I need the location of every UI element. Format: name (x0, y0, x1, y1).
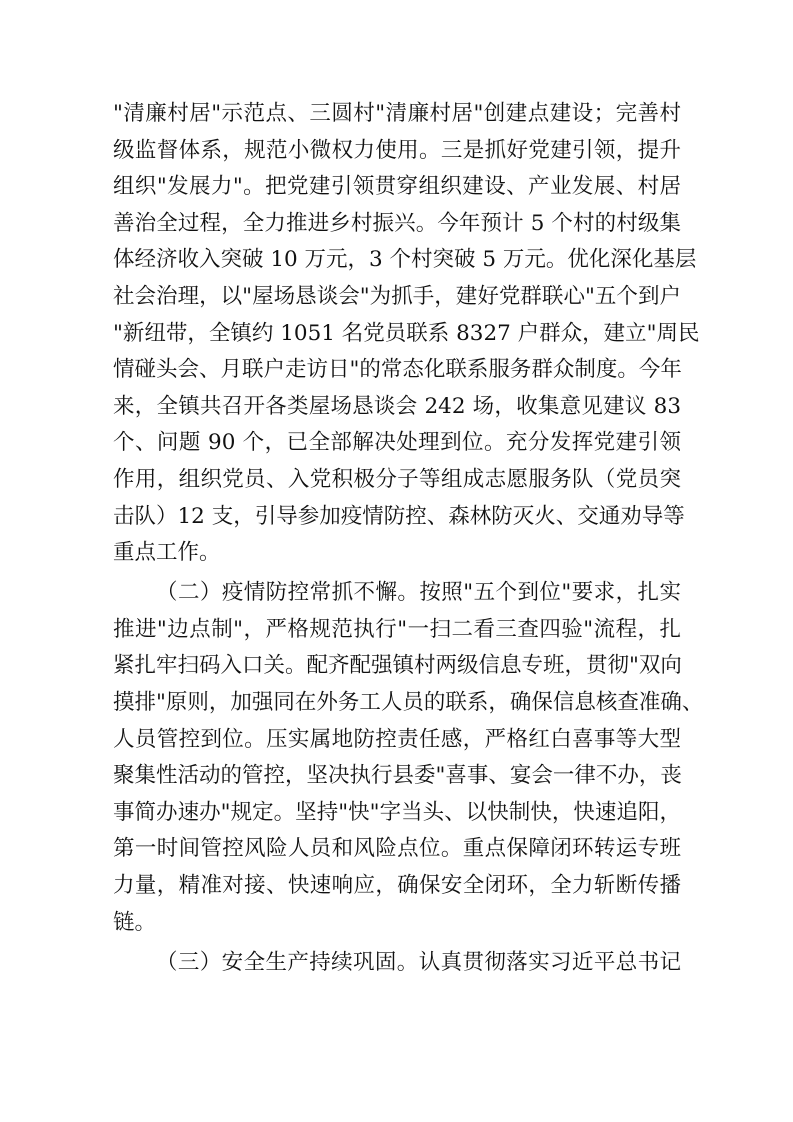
paragraph-3 (113, 945, 681, 982)
text-line: 推进"边点制"，严格规范执行"一扫二看三查四验"流程，扎 (113, 616, 681, 642)
text-line: 社会治理，以"屋场恳谈会"为抓手，建好党群联心"五个到户 (113, 283, 681, 309)
text-line: 摸排"原则，加强同在外务工人员的联系，确保信息核查准确、 (113, 690, 704, 715)
text-line: 紧扎牢扫码入口关。配齐配强镇村两级信息专班，贯彻"双向 (113, 653, 682, 679)
paragraph-1 (113, 96, 700, 572)
text-line: 事简办速办"规定。坚持"快"字当头、以快制快，快速追阳， (113, 799, 681, 825)
text-line: 组织"发展力"。把党建引领贯穿组织建设、产业发展、村居 (113, 174, 681, 200)
text-line: 第一时间管控风险人员和风险点位。重点保障闭环转运专班 (113, 836, 681, 862)
paragraph-2 (113, 575, 704, 941)
text-line: 个、问题 90 个，已全部解决处理到位。充分发挥党建引领 (113, 430, 681, 456)
text-line: 作用，组织党员、入党积极分子等组成志愿服务队（党员突 (113, 466, 681, 492)
text-line: 情碰头会、月联户走访日"的常态化联系服务群众制度。今年 (113, 357, 682, 383)
text-line: 善治全过程，全力推进乡村振兴。今年预计 5 个村的村级集 (113, 210, 681, 236)
text-line: 击队）12 支，引导参加疫情防控、森林防灭火、交通劝导等 (113, 503, 685, 529)
text-line: "新纽带，全镇约 1051 名党员联系 8327 户群众，建立"周民 (113, 320, 700, 346)
text-line: 链。 (113, 909, 157, 935)
text-line: 聚集性活动的管控，坚决执行县委"喜事、宴会一律不办，丧 (113, 763, 682, 789)
document-body (113, 96, 704, 981)
text-line: 体经济收入突破 10 万元，3 个村突破 5 万元。优化深化基层 (113, 247, 697, 273)
text-line: 来，全镇共召开各类屋场恳谈会 242 场，收集意见建议 83 (113, 393, 681, 419)
text-line: 级监督体系，规范小微权力使用。三是抓好党建引领，提升 (113, 137, 681, 163)
text-line: 力量，精准对接、快速响应，确保安全闭环，全力斩断传播 (113, 872, 681, 898)
text-line: 人员管控到位。压实属地防控责任感，严格红白喜事等大型 (113, 726, 681, 752)
section-heading-line: （二）疫情防控常抓不懈。按照"五个到位"要求，扎实 (156, 580, 681, 606)
text-line: 重点工作。 (113, 540, 221, 566)
text-line: "清廉村居"示范点、三圆村"清廉村居"创建点建设；完善村 (113, 101, 681, 126)
section-heading-line: （三）安全生产持续巩固。认真贯彻落实习近平总书记 (156, 949, 681, 975)
